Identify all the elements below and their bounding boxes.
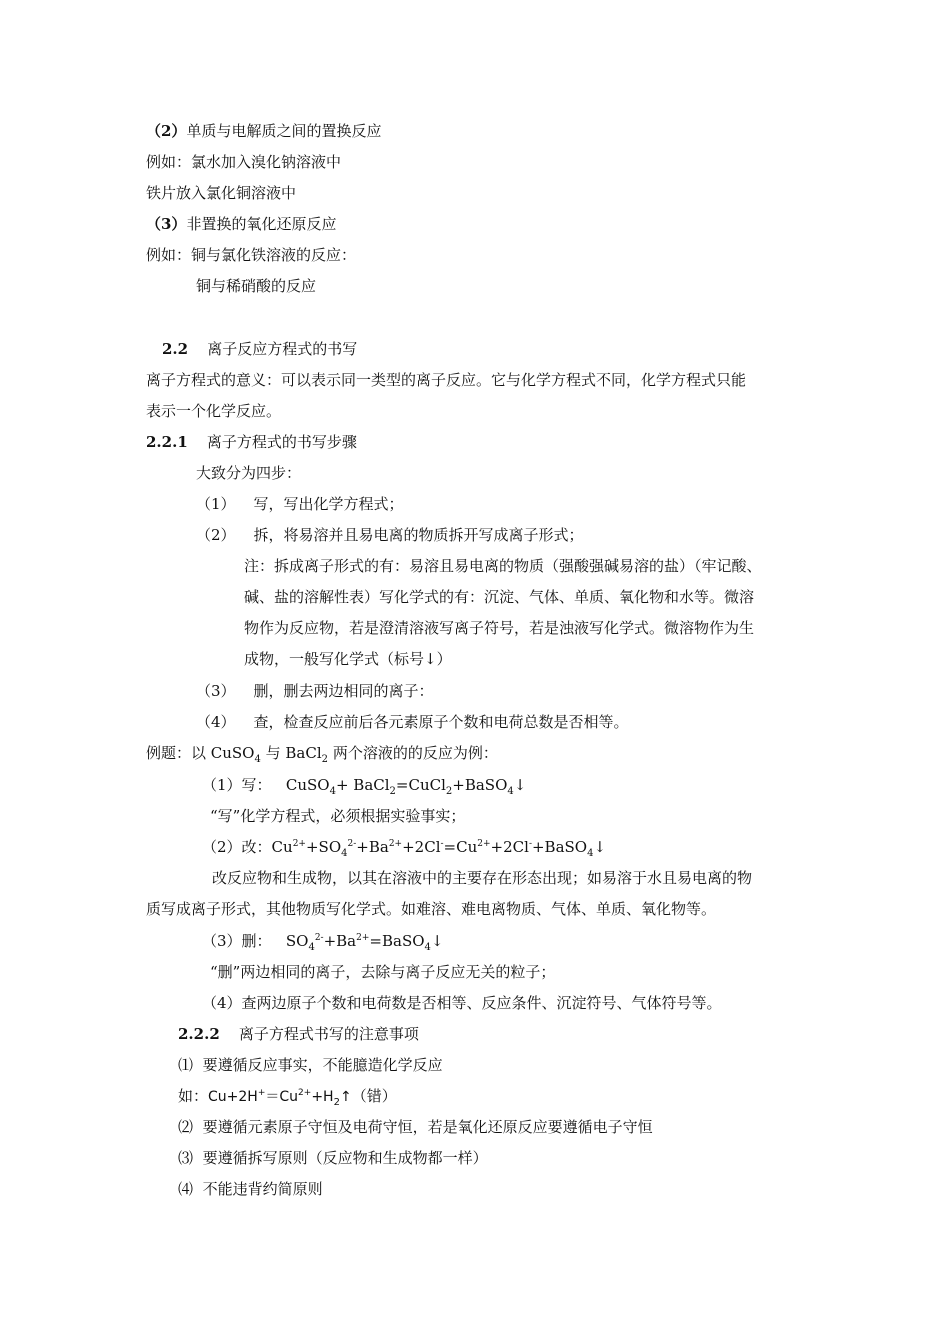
equation-2: $Cu^{2+}+SO_4^{2-}+Ba^{2+}+2Cl^-=Cu^{2+}+2Cl^-+BaSO_4↓$ — [271, 838, 607, 859]
meaning-line-2: 表示一个化学反应。 — [146, 402, 282, 420]
caution-item-3: ⑶ 要遵循拆写原则（反应物和生成物都一样） — [178, 1149, 488, 1167]
example-step-4: （4）查两边原子个数和电荷数是否相等、反应条件、沉淀符号、气体符号等。 — [202, 994, 722, 1012]
step-4: （4） 查，检查反应前后各元素原子个数和电荷总数是否相等。 — [196, 713, 629, 731]
step-1: （1） 写，写出化学方程式； — [196, 495, 404, 513]
section-2-2-2-heading: 2.2.2 离子方程式书写的注意事项 — [178, 1025, 419, 1043]
caution-item-4: ⑷ 不能违背约简原则 — [178, 1180, 323, 1198]
example-step-2-note-1: 改反应物和生成物，以其在溶液中的主要存在形态出现；如易溶于水且易电离的物 — [212, 869, 753, 887]
item-2-line: （2）单质与电解质之间的置换反应 — [146, 122, 382, 140]
equation-1: CuSO$_4$+ BaCl$_2$=CuCl$_2$+BaSO$_4$↓ — [285, 776, 527, 797]
note-line-1: 注：拆成离子形式的有：易溶且易电离的物质（强酸强碱易溶的盐）（牢记酸、 — [244, 557, 762, 575]
caution-example: 如：$Cu+2H^+=Cu^{2+}+H_2↑$（错） — [178, 1087, 397, 1108]
caution-item-2: ⑵ 要遵循元素原子守恒及电荷守恒，若是氧化还原反应要遵循电子守恒 — [178, 1118, 653, 1136]
caution-item-1: ⑴ 要遵循反应事实，不能臆造化学反应 — [178, 1056, 443, 1074]
example-intro: 例题：以 CuSO$_4$ 与 BaCl$_2$ 两个溶液的的反应为例： — [146, 744, 498, 765]
example-step-3-note: “删”两边相同的离子，去除与离子反应无关的粒子； — [210, 963, 556, 981]
note-line-3: 物作为反应物，若是澄清溶液写离子符号，若是浊液写化学式。微溶物作为生 — [244, 619, 755, 637]
note-line-4: 成物，一般写化学式（标号↓） — [244, 650, 452, 668]
section-2-2-heading: 2.2 离子反应方程式的书写 — [162, 340, 358, 358]
example-step-2: （2）改：$Cu^{2+}+SO_4^{2-}+Ba^{2+}+2Cl^-=Cu^{2+}+2Cl^-+BaSO_4↓$ — [202, 838, 607, 859]
example-line-2: 铁片放入氯化铜溶液中 — [146, 184, 297, 202]
steps-intro: 大致分为四步： — [196, 464, 302, 482]
example-step-2-note-2: 质写成离子形式，其他物质写化学式。如难溶、难电离物质、气体、单质、氧化物等。 — [146, 900, 717, 918]
example-line-1: 例如：氯水加入溴化钠溶液中 — [146, 153, 342, 171]
equation-3: $SO_4^{2-}+Ba^{2+}=BaSO_4↓$ — [285, 932, 444, 953]
step-3: （3） 删，删去两边相同的离子： — [196, 682, 434, 700]
item-3-line: （3）非置换的氧化还原反应 — [146, 215, 337, 233]
example-step-1: （1）写： CuSO$_4$+ BaCl$_2$=CuCl$_2$+BaSO$_4$↓ — [202, 776, 527, 797]
step-2: （2） 拆，将易溶并且易电离的物质拆开写成离子形式； — [196, 526, 584, 544]
section-2-2-1-heading: 2.2.1 离子方程式的书写步骤 — [146, 433, 357, 451]
meaning-line-1: 离子方程式的意义：可以表示同一类型的离子反应。它与化学方程式不同，化学方程式只能 — [146, 371, 747, 389]
equation-4: $Cu+2H^+=Cu^{2+}+H_2↑$ — [208, 1088, 352, 1108]
example-step-1-note: “写”化学方程式，必须根据实验事实； — [210, 807, 466, 825]
example-step-3: （3）删： $SO_4^{2-}+Ba^{2+}=BaSO_4↓$ — [202, 932, 444, 953]
note-line-2: 碱、盐的溶解性表）写化学式的有：沉淀、气体、单质、氧化物和水等。微溶 — [244, 588, 755, 606]
example-line-3: 例如：铜与氯化铁溶液的反应： — [146, 246, 357, 264]
example-line-4: 铜与稀硝酸的反应 — [196, 277, 317, 295]
